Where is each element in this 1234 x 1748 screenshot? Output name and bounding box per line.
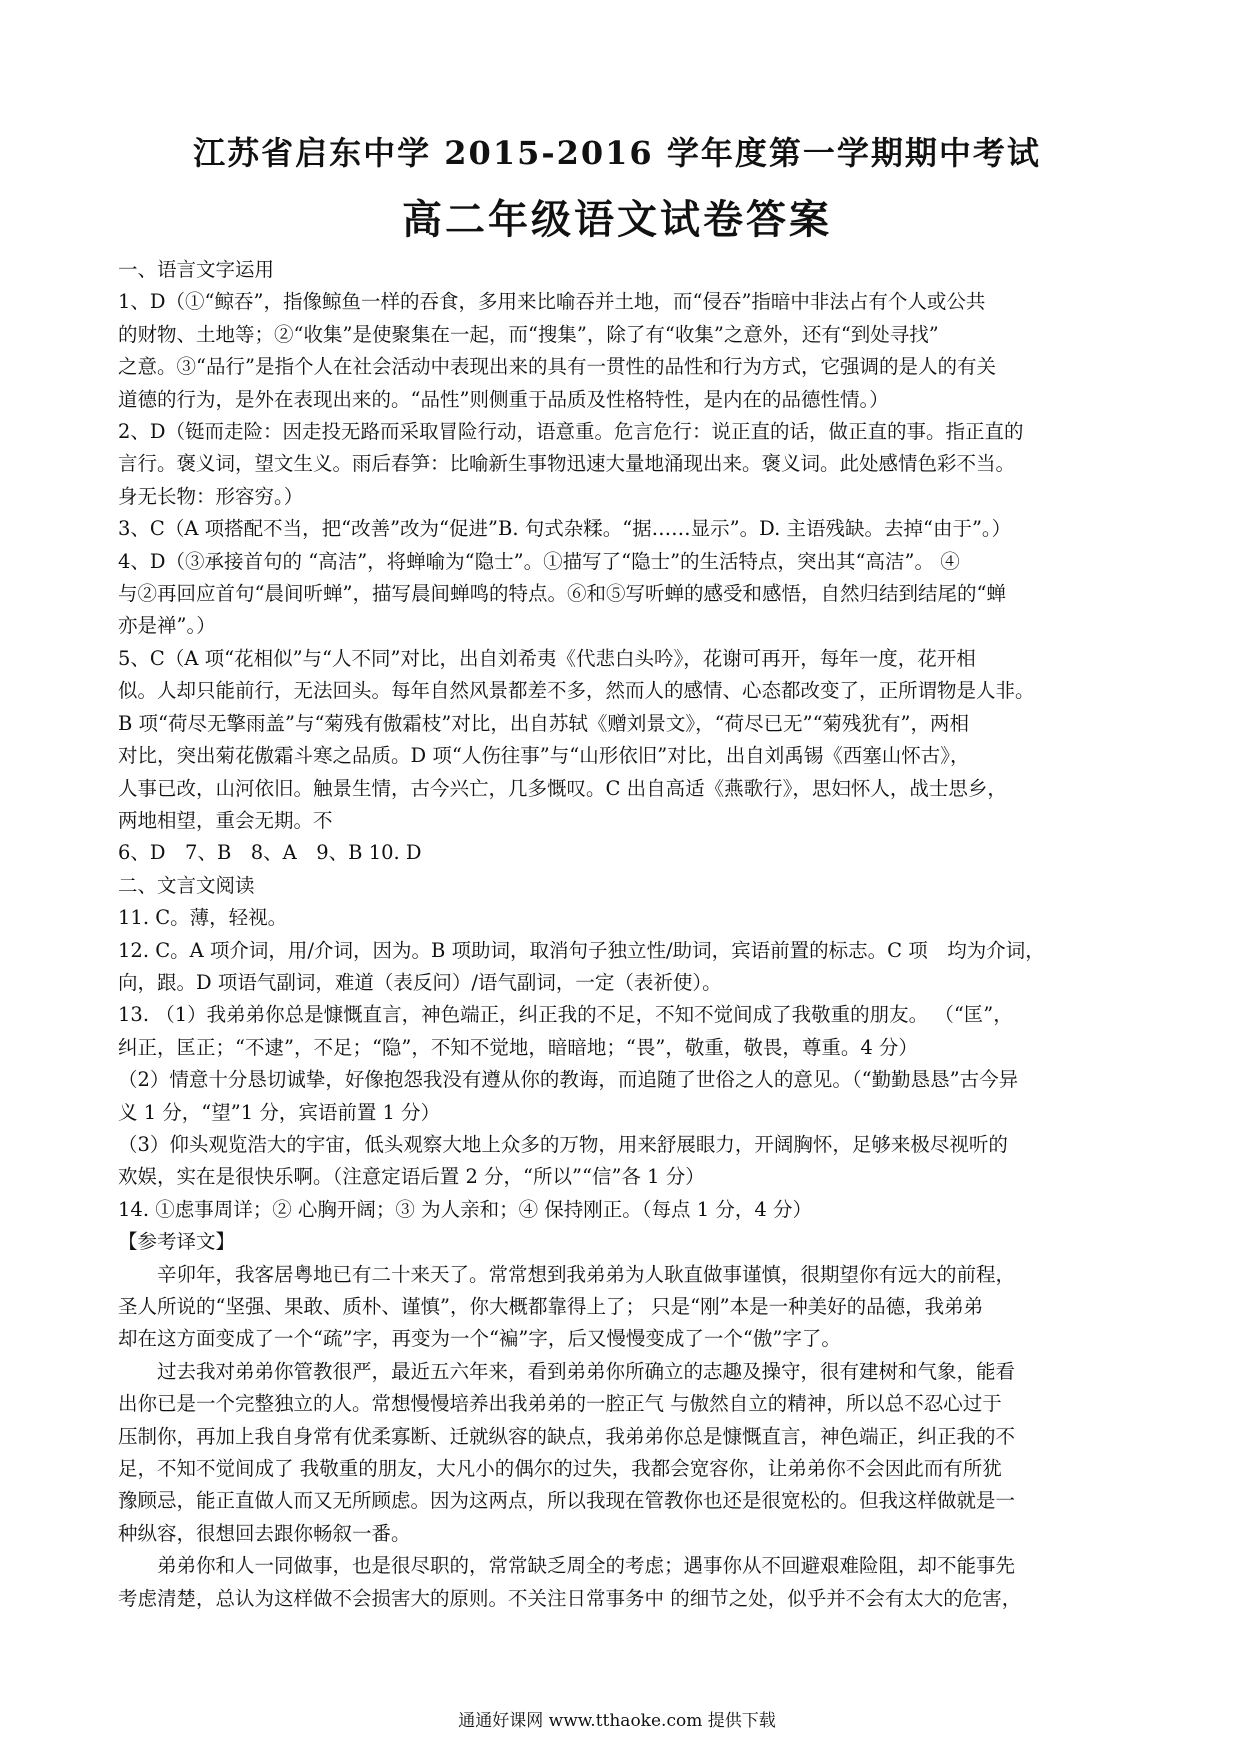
translation-line: 压制你，再加上我自身常有优柔寡断、迁就纵容的缺点，我弟弟你总是慷慨直言，神色端正，纠正我的不 — [118, 1424, 1016, 1448]
answer-line: 两地相望，重会无期。不 — [118, 808, 333, 832]
answer-line: 14. ①虑事周详；② 心胸开阔；③ 为人亲和；④ 保持刚正。（每点 1 分，4 分） — [118, 1197, 812, 1221]
answer-line: B 项“荷尽无擎雨盖”与“菊残有傲霜枝”对比，出自苏轼《赠刘景文》，“荷尽已无”“菊残犹有”，两相 — [118, 711, 970, 735]
answer-line: 身无长物：形容穷。） — [118, 484, 304, 508]
answer-line: 纠正，匡正；“不逮”，不足；“隐”，不知不觉地，暗暗地；“畏”，敬重，敬畏，尊重。4 分） — [118, 1035, 918, 1059]
translation-line: 考虑清楚，总认为这样做不会损害大的原则。不关注日常事务中 的细节之处，似乎并不会有太大的危害， — [118, 1586, 1022, 1610]
translation-line: 出你已是一个完整独立的人。常想慢慢培养出我弟弟的一腔正气 与傲然自立的精神，所以总不忍心过于 — [118, 1392, 1002, 1416]
answer-line: 与②再回应首句“晨间听蝉”，描写晨间蝉鸣的特点。⑥和⑤写听蝉的感受和感悟，自然归结到结尾的“蝉 — [118, 582, 1006, 606]
answer-line: 1、D（①“鲸吞”，指像鲸鱼一样的吞食，多用来比喻吞并土地，而“侵吞”指暗中非法占有个人或公共 — [118, 290, 986, 314]
answer-line: 亦是禅”。） — [118, 614, 216, 638]
section-heading: 二、文言文阅读 — [118, 873, 255, 897]
answer-line: 之意。③“品行”是指个人在社会活动中表现出来的具有一贯性的品性和行为方式，它强调的是人的有关 — [118, 355, 996, 379]
answer-line: 13. （1）我弟弟你总是慷慨直言，神色端正，纠正我的不足，不知不觉间成了我敬重的朋友。 （“匡”， — [118, 1003, 1013, 1027]
answer-line: 的财物、土地等；②“收集”是使聚集在一起，而“搜集”，除了有“收集”之意外，还有“到处寻找” — [118, 322, 939, 346]
answer-line: 义 1 分，“望”1 分，宾语前置 1 分） — [118, 1100, 441, 1124]
answer-body — [118, 254, 1114, 1615]
answer-line: 道德的行为，是外在表现出来的。“品性”则侧重于品质及性格特性，是内在的品德性情。） — [118, 387, 889, 411]
translation-line: 豫顾忌，能正直做人而又无所顾虑。因为这两点，所以我现在管教你也还是很宽松的。但我这样做就是一 — [118, 1489, 1016, 1513]
footer-credit: 通通好课网 www.tthaoke.com 提供下载 — [458, 1711, 776, 1731]
translation-line: 足，不知不觉间成了 我敬重的朋友，大凡小的偶尔的过失，我都会宽容你，让弟弟你不会因此而有所犹 — [118, 1457, 1002, 1481]
answer-line: 3、C（A 项搭配不当，把“改善”改为“促进”B. 句式杂糅。“据……显示”。D. 主语残缺。去掉“由于”。） — [118, 517, 1012, 541]
answer-line: 欢娱，实在是很快乐啊。（注意定语后置 2 分，“所以”“信”各 1 分） — [118, 1165, 705, 1189]
section-heading: 一、语言文字运用 — [118, 258, 275, 281]
answer-line: 言行。褒义词，望文生义。雨后春笋：比喻新生事物迅速大量地涌现出来。褒义词。此处感情色彩不当。 — [118, 452, 1016, 476]
translation-line: 过去我对弟弟你管教很严，最近五六年来，看到弟弟你所确立的志趣及操守，很有建树和气象，能看 — [118, 1359, 1016, 1383]
translation-line: 种纵容，很想回去跟你畅叙一番。 — [118, 1521, 411, 1545]
translation-line: 弟弟你和人一同做事，也是很尽职的，常常缺乏周全的考虑；遇事你从不回避艰难险阻，却不能事先 — [118, 1554, 1016, 1578]
translation-line: 却在这方面变成了一个“疏”字，再变为一个“褊”字，后又慢慢变成了一个“傲”字了。 — [118, 1327, 841, 1351]
translation-line: 圣人所说的“坚强、果敢、质朴、谨慎”，你大概都靠得上了； 只是“刚”本是一种美好的品德，我弟弟 — [118, 1295, 984, 1318]
answer-line: 对比，突出菊花傲霜斗寒之品质。D 项“人伤往事”与“山形依旧”对比，出自刘禹锡《西塞山怀古》， — [118, 744, 970, 768]
section-heading: 【参考译文】 — [118, 1230, 236, 1254]
answer-line: 6、D 7、B 8、A 9、B 10. D — [118, 841, 422, 865]
answer-line: 12. C。A 项介词，用/介词，因为。B 项助词，取消句子独立性/助词，宾语前置的标志。C 项 均为介词， — [118, 938, 1045, 962]
answer-line: （2）情意十分恳切诚挚，好像抱怨我没有遵从你的教诲，而追随了世俗之人的意见。（“勤勤恳恳”古今异 — [118, 1068, 1019, 1092]
answer-line: 5、C（A 项“花相似”与“人不同”对比，出自刘希夷《代悲白头吟》，花谢可再开，每年一度，花开相 — [118, 646, 976, 670]
answer-line: 11. C。薄，轻视。 — [118, 906, 288, 930]
answer-sheet-title: 高二年级语文试卷答案 — [402, 197, 832, 243]
answer-line: 似。人却只能前行，无法回头。每年自然风景都差不多，然而人的感情、心态都改变了，正所谓物是人非。 — [118, 679, 1035, 703]
exam-title: 江苏省启东中学 2015-2016 学年度第一学期期中考试 — [193, 134, 1041, 172]
answer-line: 4、D（③承接首句的 “高洁”，将蝉喻为“隐士”。①描写了“隐士”的生活特点，突出其“高洁”。 ④ — [118, 549, 960, 573]
answer-line: 2、D（铤而走险：因走投无路而采取冒险行动，语意重。危言危行：说正直的话，做正直的事。指正直的 — [118, 420, 1024, 444]
translation-line: 辛卯年，我客居粤地已有二十来天了。常常想到我弟弟为人耿直做事谨慎，很期望你有远大的前程， — [118, 1262, 1016, 1286]
answer-line: 人事已改，山河依旧。触景生情，古今兴亡，几多慨叹。C 出自高适《燕歌行》，思妇怀人，战士思乡， — [118, 776, 1007, 800]
answer-line: （3）仰头观览浩大的宇宙，低头观察大地上众多的万物，用来舒展眼力，开阔胸怀，足够来极尽视听的 — [118, 1132, 1008, 1156]
answer-line: 向，跟。D 项语气副词，难道（表反问）/语气副词，一定（表祈使）。 — [118, 970, 722, 994]
